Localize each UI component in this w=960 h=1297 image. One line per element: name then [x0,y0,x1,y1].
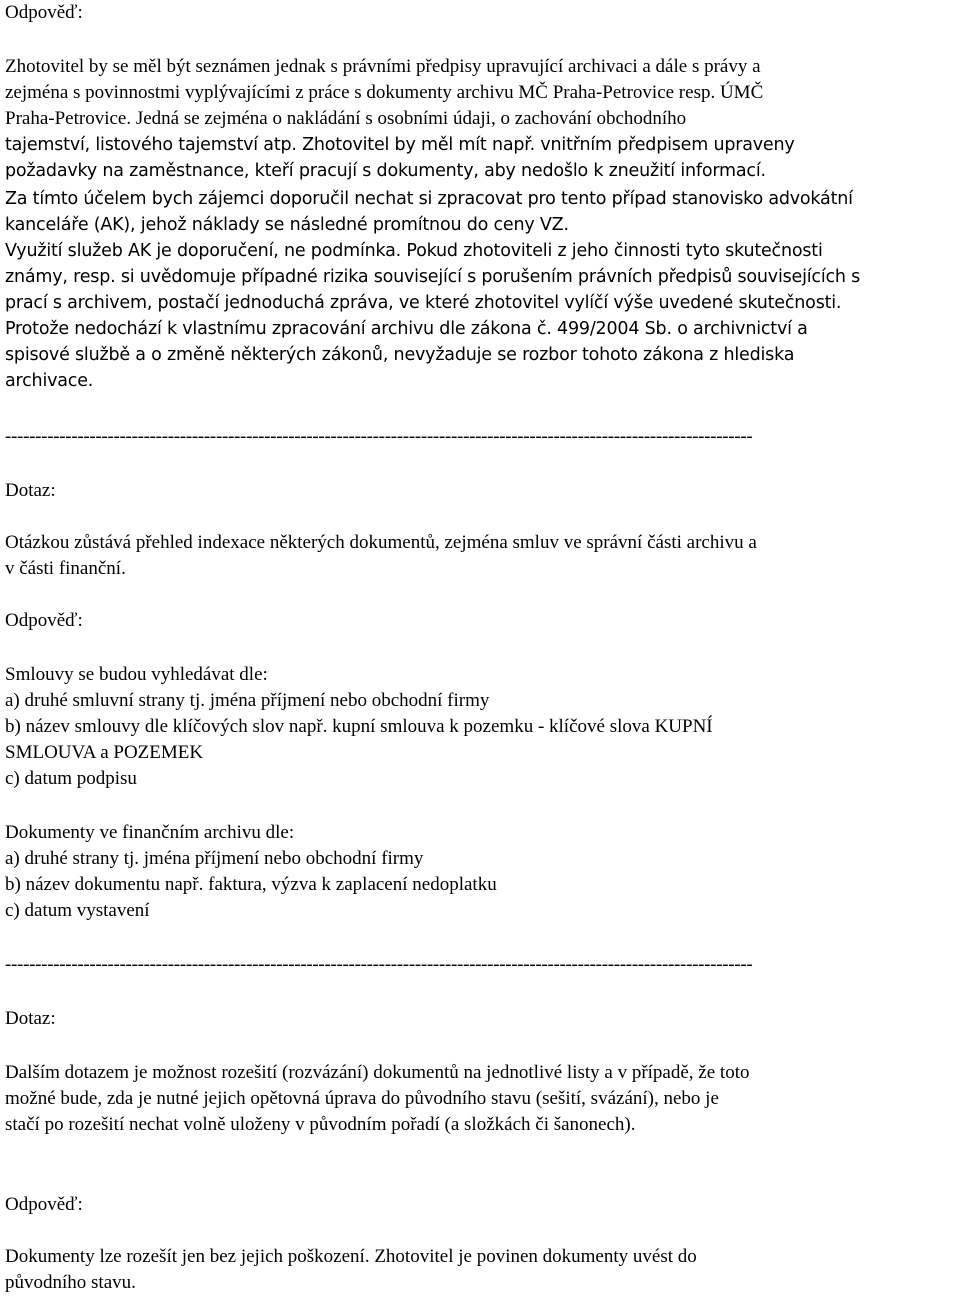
a3-body-line: původního stavu. [5,1272,136,1293]
a2-body-line: Dokumenty ve finančním archivu dle: [5,822,295,843]
a1-body-line: známy, resp. si uvědomuje případné rizika související s porušením právních předpisů souvisejících s [5,267,861,287]
a1-body-line: Protože nedochází k vlastnímu zpracování archivu dle zákona č. 499/2004 Sb. o archivnictví a [5,319,808,339]
a2-body-line: SMLOUVA a POZEMEK [5,742,204,763]
a1-body-line: prací s archivem, postačí jednoduchá zpráva, ve které zhotovitel vylíčí výše uvedené skutečnosti. [5,293,842,313]
a3-heading-line: Odpověď: [5,1194,83,1215]
a1-body-line: Za tímto účelem bych zájemci doporučil nechat si zpracovat pro tento případ stanovisko advokátní [5,189,853,209]
a1-body-line: kanceláře (AK), jehož náklady se následné promítnou do ceny VZ. [5,215,569,235]
a1-body-line: zejména s povinnostmi vyplývajícími z práce s dokumenty archivu MČ Praha-Petrovice resp. ÚMČ [5,82,764,103]
a2-heading-line: Odpověď: [5,610,83,631]
a1-body-line: tajemství, listového tajemství atp. Zhotovitel by měl mít např. vnitřním předpisem upraveny [5,135,795,155]
a1-body-line: archivace. [5,371,94,391]
q3-body-line: možné bude, zda je nutné jejich opětovná úprava do původního stavu (sešití, svázání), nebo je [5,1088,719,1109]
sep2-line: ---------------------------------------------------------------------------------------------------------------------------- [5,954,753,975]
a1-body-line: spisové službě a o změně některých zákonů, nevyžaduje se rozbor tohoto zákona z hlediska [5,345,795,365]
q3-body-line: stačí po rozešití nechat volně uloženy v původním pořadí (a složkách či šanonech). [5,1114,636,1135]
a2-body-line: b) název dokumentu např. faktura, výzva k zaplacení nedoplatku [5,874,497,895]
a2-body-line: a) druhé strany tj. jména příjmení nebo obchodní firmy [5,848,424,869]
a1-body-line: Zhotovitel by se měl být seznámen jednak s právními předpisy upravující archivaci a dále s právy a [5,56,761,77]
a1-body-line: požadavky na zaměstnance, kteří pracují s dokumenty, aby nedošlo k zneužití informací. [5,161,766,181]
q2-body-line: v části finanční. [5,558,126,579]
q3-heading-line: Dotaz: [5,1008,56,1029]
a3-body-line: Dokumenty lze rozešít jen bez jejich poškození. Zhotovitel je povinen dokumenty uvést do [5,1246,697,1267]
a1-body-line: Praha-Petrovice. Jedná se zejména o nakládání s osobními údaji, o zachování obchodního [5,108,687,129]
q2-heading-line: Dotaz: [5,480,56,501]
a2-body-line: b) název smlouvy dle klíčových slov např. kupní smlouva k pozemku - klíčové slova KUPNÍ [5,716,713,737]
a2-body-line: c) datum vystavení [5,900,150,921]
a2-body-line: a) druhé smluvní strany tj. jména příjmení nebo obchodní firmy [5,690,490,711]
q2-body-line: Otázkou zůstává přehled indexace některých dokumentů, zejména smluv ve správní části archivu a [5,532,757,553]
a1-heading-line: Odpověď: [5,2,83,23]
a2-body-line: c) datum podpisu [5,768,137,789]
sep1-line: ---------------------------------------------------------------------------------------------------------------------------- [5,426,753,447]
a2-body-line: Smlouvy se budou vyhledávat dle: [5,664,268,685]
a1-body-line: Využití služeb AK je doporučení, ne podmínka. Pokud zhotoviteli z jeho činnosti tyto skutečnosti [5,241,823,261]
q3-body-line: Dalším dotazem je možnost rozešití (rozvázání) dokumentů na jednotlivé listy a v případě, že toto [5,1062,750,1083]
